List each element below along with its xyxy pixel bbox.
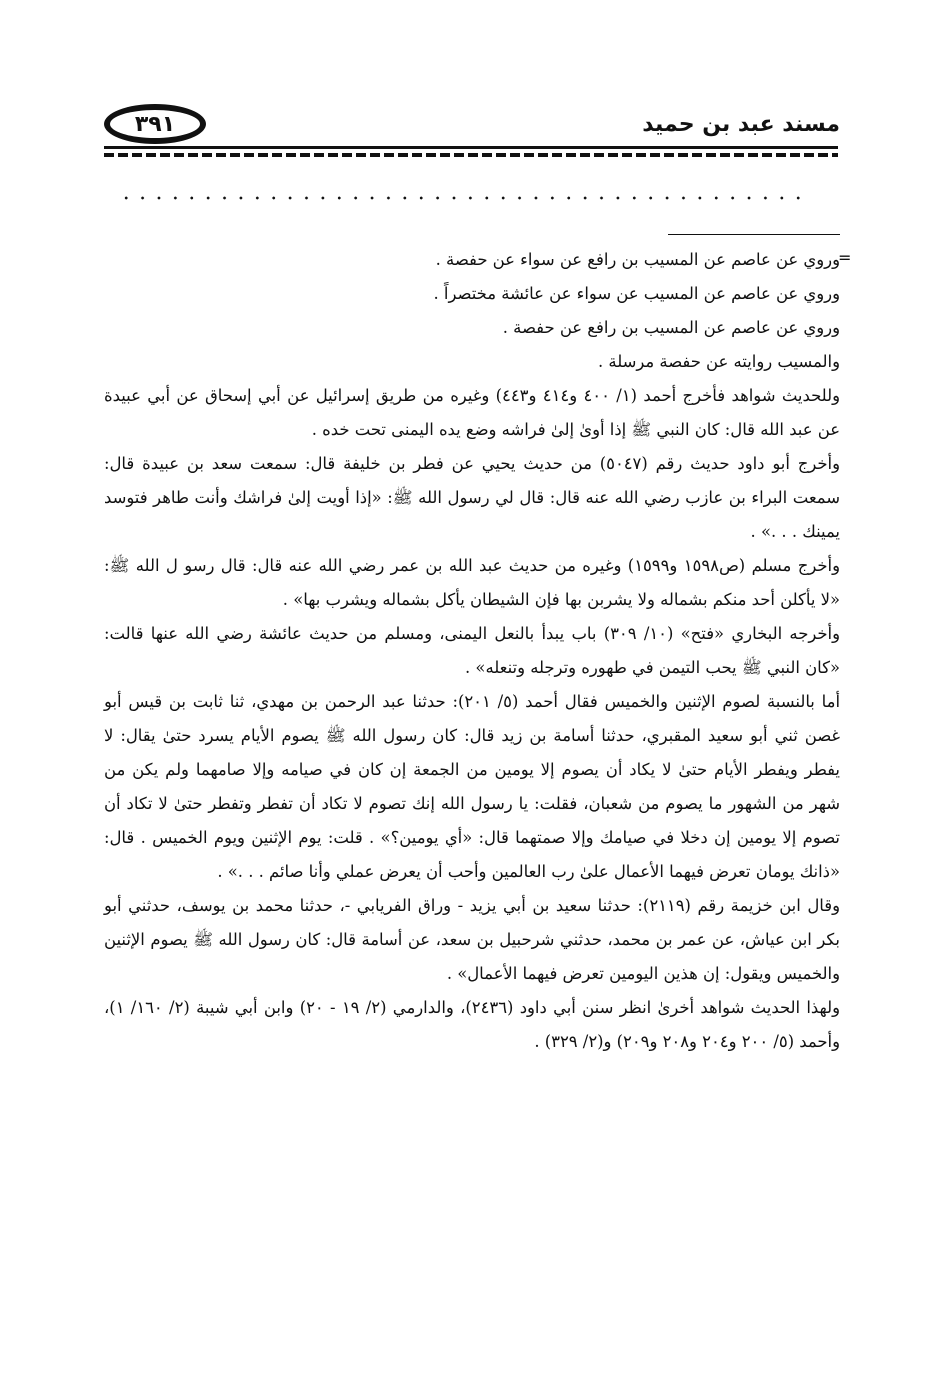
book-title: مسند عبد بن حميد — [642, 112, 840, 137]
footnote-paragraph: وأخرج أبو داود حديث رقم (٥٠٤٧) من حديث يحيي عن فطر بن خليفة قال: سمعت سعد بن عبيدة قال: سمعت البراء بن عازب رضي الله عنه قال: قال لي رسول الله ﷺ: «إذا أويت إلىٰ فراشك وأنت طاهر فتوسد يمينك . . .» . — [104, 454, 841, 541]
footnote-paragraph: وقال ابن خزيمة رقم (٢١١٩): حدثنا سعيد بن أبي يزيد - وراق الفريابي -، حدثنا محمد بن يوسف، حدثني أبو بكر ابن عياش، عن عمر بن محمد، حدثني شرحبيل بن سعد، عن أسامة قال: كان رسول الله ﷺ يصوم الإثنين والخميس ويقول: إن هذين اليومين تعرض فيهما الأعمال» . — [104, 896, 840, 983]
footnote-divider — [668, 234, 840, 235]
footnote-paragraph: أما بالنسبة لصوم الإثنين والخميس فقال أحمد (٥/ ٢٠١): حدثنا عبد الرحمن بن مهدي، ثنا ثابت بن قيس أبو غصن ثني أبو سعيد المقبري، حدثنا أسامة بن زيد قال: كان رسول الله ﷺ يصوم الأيام يسرد حتىٰ يقال: لا يفطر ويفطر الأيام حتىٰ لا يكاد أن يصوم إلا يومين من الجمعة إن كان في صيامه وإلا صامهما ولم يكن من شهر من الشهور ما يصوم من شعبان، فقلت: يا رسول الله إنك تصوم لا تكاد أن تفطر وتفطر حتىٰ لا تكاد أن تصوم إلا يومين إن دخلا في صيامك وإلا صمتهما قال: «أي يومين؟» . قلت: يوم الإثنين ويوم الخميس . قال: «ذانك يومان تعرض فيهما الأعمال علىٰ رب العالمين وأحب أن يعرض عملي وأنا صائم . . .» . — [104, 692, 841, 881]
footnote-paragraph: وللحديث شواهد فأخرج أحمد (١/ ٤٠٠ و٤١٤ و٤٤٣) وغيره من طريق إسرائيل عن أبي إسحاق عن أبي عبيدة عن عبد الله قال: كان النبي ﷺ إذا أوىٰ إلىٰ فراشه وضع يده اليمنى تحت خده . — [104, 386, 841, 439]
page-number-badge: ٣٩١ — [104, 104, 206, 144]
footnote-paragraph: والمسيب روايته عن حفصة مرسلة . — [598, 352, 840, 371]
footnote-paragraph: وروي عن عاصم عن المسيب بن رافع عن حفصة . — [502, 318, 840, 337]
footnote-paragraph: وروي عن عاصم عن المسيب عن سواء عن عائشة مختصراً . — [433, 284, 840, 303]
footnote-paragraph: وأخرج مسلم (ص١٥٩٨ و١٥٩٩) وغيره من حديث عبد الله بن عمر رضي الله عنه قال: قال رسو ل الله ﷺ: «لا يأكلن أحد منكم بشماله ولا يشربن بها فإن الشيطان يأكل بشماله ويشرب بها» . — [104, 556, 840, 609]
footnote-paragraph: وأخرجه البخاري «فتح» (١٠/ ٣٠٩) باب يبدأ بالنعل اليمنى، ومسلم من حديث عائشة رضي الله عنها قالت: «كان النبي ﷺ يحب التيمن في طهوره وترجله وتنعله» . — [104, 624, 840, 677]
dotted-separator — [118, 190, 808, 206]
footnote-body — [104, 243, 840, 1059]
footnote-paragraph: ولهذا الحديث شواهد أخرىٰ انظر سنن أبي داود (٢٤٣٦)، والدارمي (٢/ ١٩ - ٢٠) وابن أبي شيبة (٢/ ١٦٠/ ١)، وأحمد (٥/ ٢٠٠ و٢٠٤ و٢٠٨ و٢٠٩) و(٢/ ٣٢٩) . — [104, 998, 840, 1051]
footnote-paragraph: وروي عن عاصم عن المسيب بن رافع عن سواء عن حفصة . — [435, 250, 840, 269]
footnote-continuation-marker: = — [838, 248, 852, 267]
header-divider — [104, 146, 838, 159]
